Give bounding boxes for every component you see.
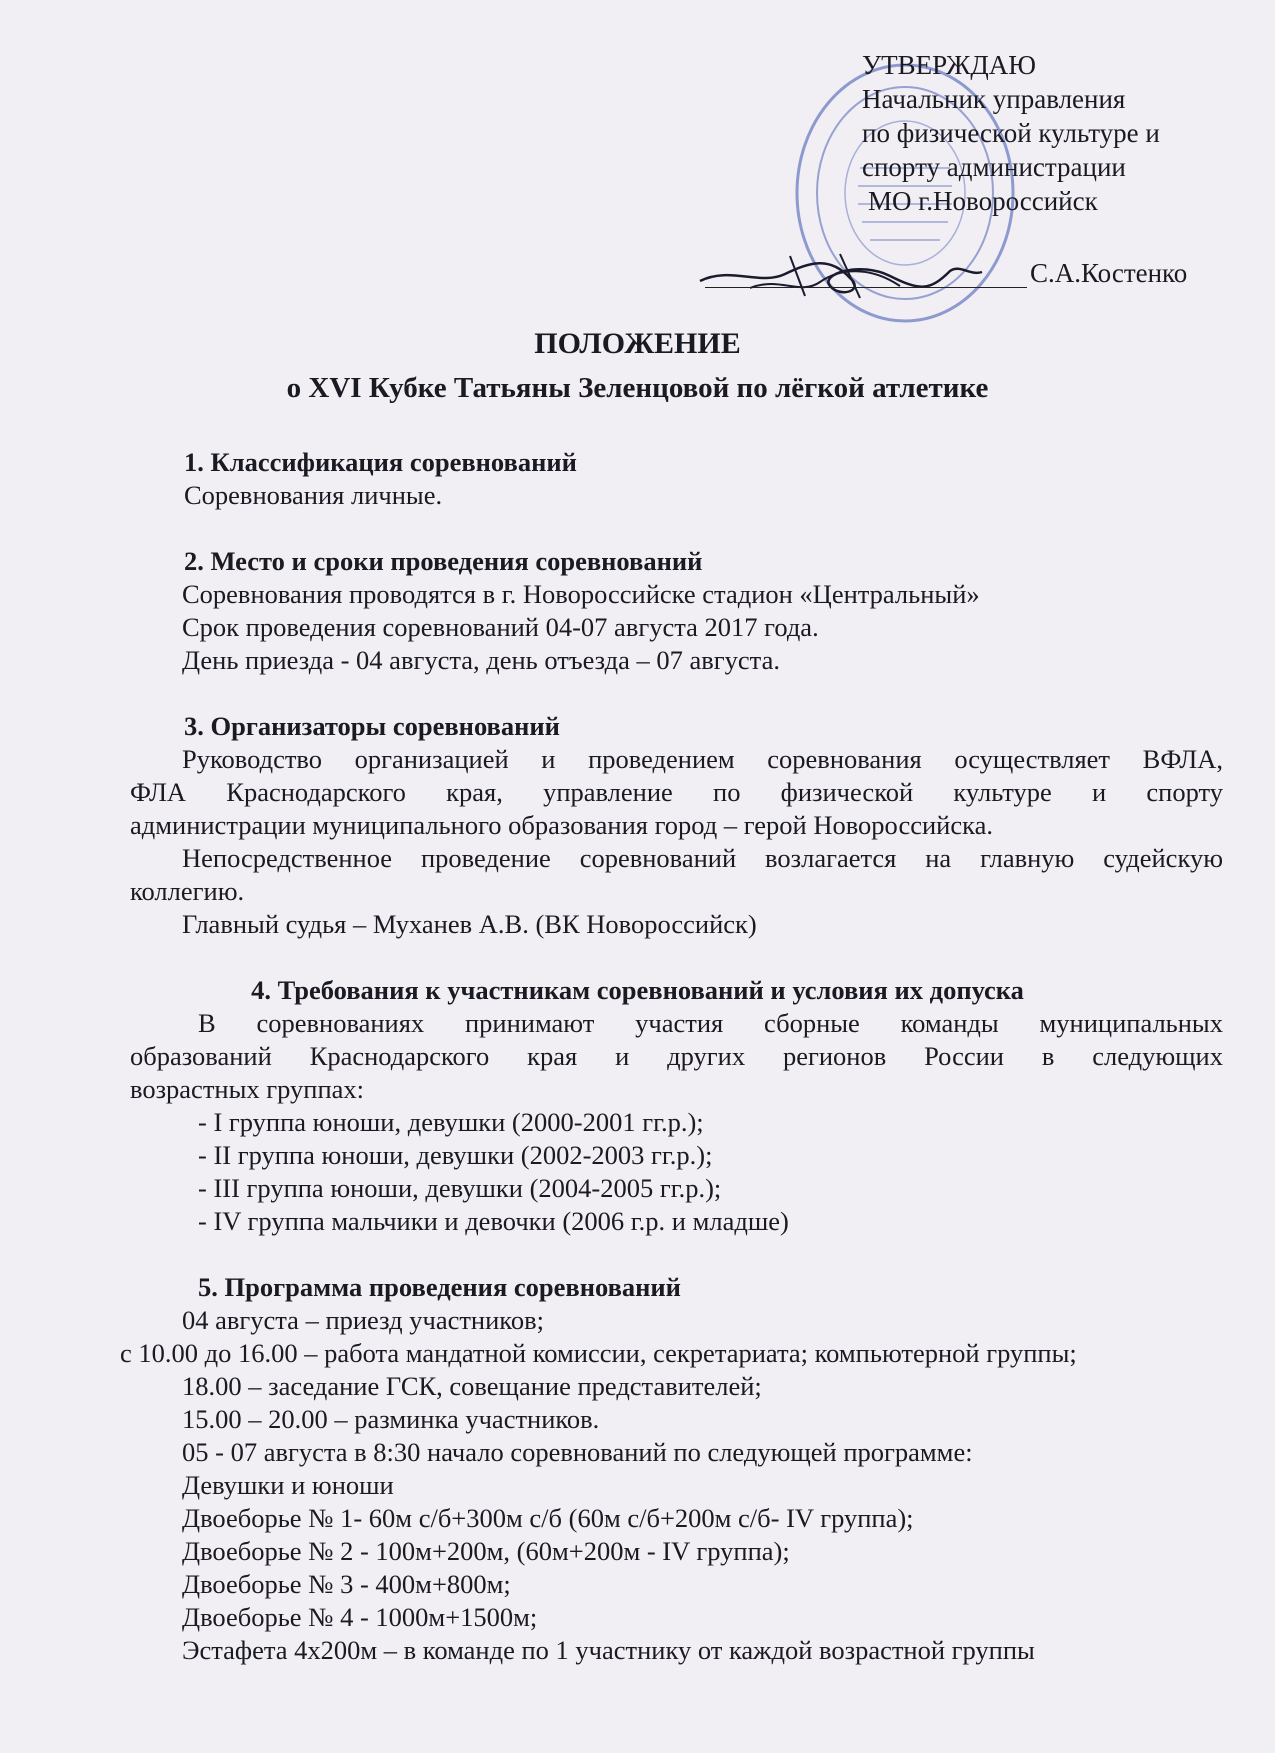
list-item: - IV группа мальчики и девочки (2006 г.р. и младше)	[198, 1206, 789, 1236]
document-subtitle: о XVI Кубке Татьяны Зеленцовой по лёгкой атлетике	[286, 372, 989, 404]
program-line: Эстафета 4х200м – в команде по 1 участнику от каждой возрастной группы	[182, 1635, 1035, 1665]
section-text: Срок проведения соревнований 04-07 августа 2017 года.	[182, 612, 819, 642]
list-item: - III группа юноши, девушки (2004-2005 гг.р.);	[198, 1173, 722, 1203]
approval-block	[862, 48, 1160, 218]
signer-name: С.А.Костенко	[1030, 258, 1188, 288]
section-heading: 5. Программа проведения соревнований	[198, 1272, 681, 1302]
section-text: Непосредственное проведение соревнований возлагается на главную судейскую	[182, 843, 1223, 873]
approval-heading: УТВЕРЖДАЮ	[862, 50, 1037, 80]
approval-position-line: спорту администрации	[862, 152, 1126, 182]
program-line: 04 августа – приезд участников;	[182, 1305, 544, 1335]
approval-position-line: Начальник управления	[862, 84, 1126, 114]
section-text: образований Краснодарского края и других регионов России в следующих	[130, 1041, 1223, 1071]
section-heading: 3. Организаторы соревнований	[184, 711, 560, 741]
section-text: Руководство организацией и проведением соревнования осуществляет ВФЛА,	[182, 744, 1223, 774]
program-line: с 10.00 до 16.00 – работа мандатной комиссии, секретариата; компьютерной группы;	[120, 1338, 1077, 1368]
section-text: Соревнования личные.	[184, 480, 443, 510]
section-text: коллегию.	[130, 876, 245, 906]
program-line: 05 - 07 августа в 8:30 начало соревнований по следующей программе:	[182, 1437, 973, 1467]
section-text: Главный судья – Муханев А.В. (ВК Новороссийск)	[182, 909, 757, 939]
list-item: - I группа юноши, девушки (2000-2001 гг.р.);	[198, 1107, 704, 1137]
section-text: возрастных группах:	[130, 1074, 365, 1104]
approval-position-line: МО г.Новороссийск	[868, 186, 1098, 216]
program-line: Двоеборье № 1- 60м с/б+300м с/б (60м с/б+200м с/б- IV группа);	[182, 1503, 914, 1533]
section-text: В соревнованиях принимают участия сборные команды муниципальных	[198, 1008, 1223, 1038]
program-line: 15.00 – 20.00 – разминка участников.	[182, 1404, 600, 1434]
program-line: Девушки и юноши	[182, 1470, 394, 1500]
handwritten-signature	[690, 236, 990, 316]
section-heading: 2. Место и сроки проведения соревнований	[184, 546, 703, 576]
list-item: - II группа юноши, девушки (2002-2003 гг.р.);	[198, 1140, 713, 1170]
program-line: Двоеборье № 2 - 100м+200м, (60м+200м - IV группа);	[182, 1536, 790, 1566]
section-text: День приезда - 04 августа, день отъезда – 07 августа.	[182, 645, 780, 675]
section-heading: 1. Классификация соревнований	[184, 447, 577, 477]
program-line: Двоеборье № 3 - 400м+800м;	[182, 1569, 511, 1599]
program-line: Двоеборье № 4 - 1000м+1500м;	[182, 1602, 538, 1632]
signature-line	[705, 287, 1027, 288]
section-text: ФЛА Краснодарского края, управление по физической культуре и спорту	[130, 777, 1223, 807]
section-text: администрации муниципального образования город – герой Новороссийска.	[130, 810, 993, 840]
approval-position-line: по физической культуре и	[862, 118, 1160, 148]
program-line: 18.00 – заседание ГСК, совещание представителей;	[182, 1371, 762, 1401]
section-heading: 4. Требования к участникам соревнований и условия их допуска	[251, 975, 1024, 1005]
document-title: ПОЛОЖЕНИЕ	[534, 327, 741, 360]
section-text: Соревнования проводятся в г. Новороссийске стадион «Центральный»	[182, 579, 980, 609]
